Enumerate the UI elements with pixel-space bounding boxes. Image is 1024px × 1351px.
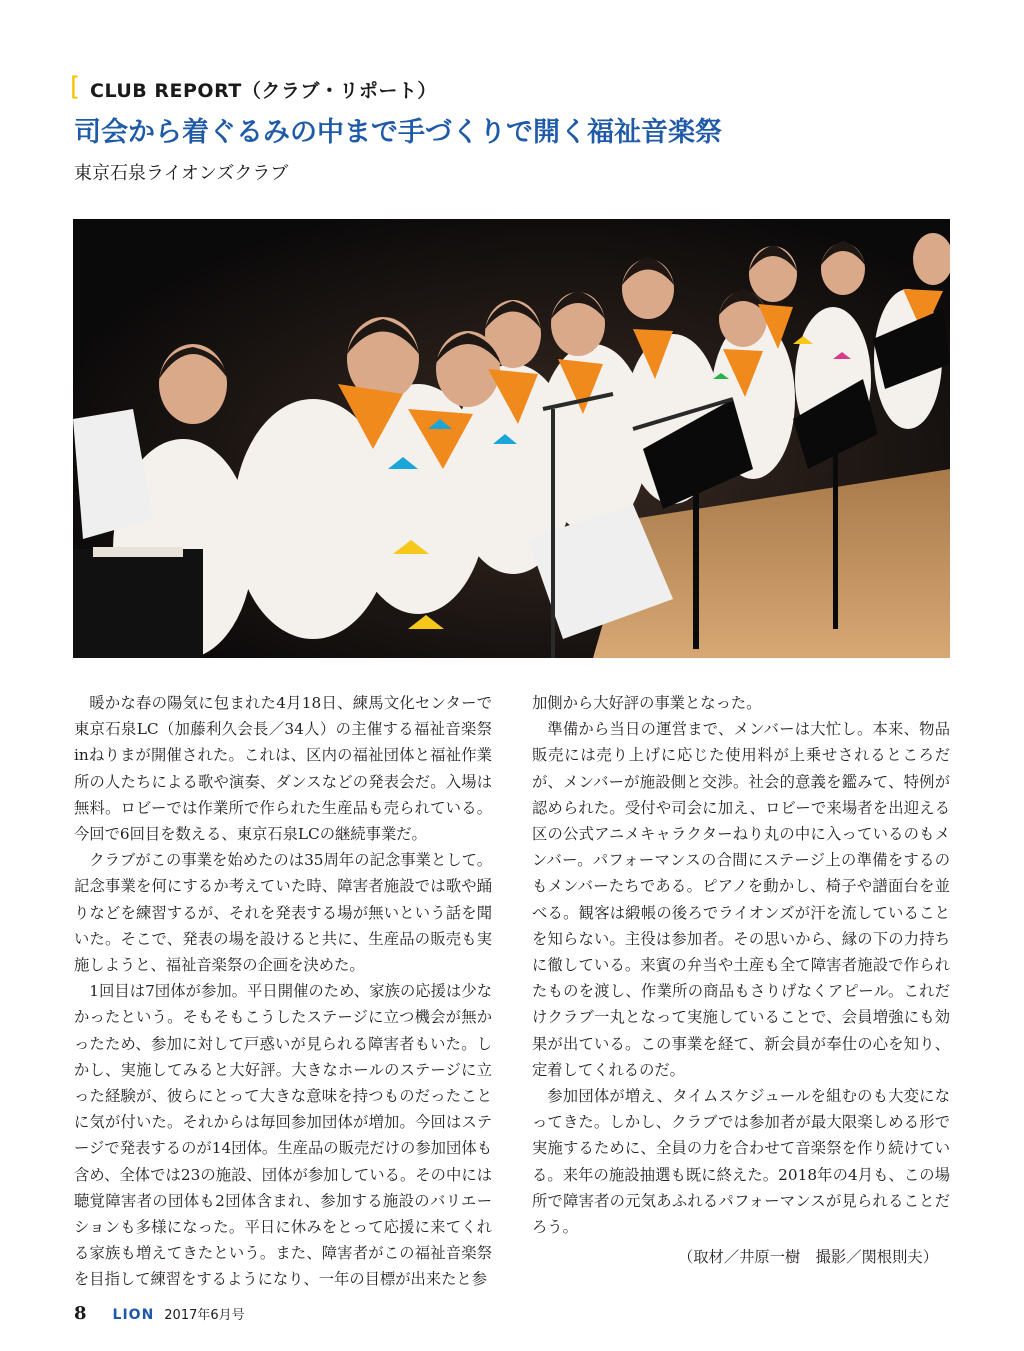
article-column-left xyxy=(74,690,492,1293)
club-name: 東京石泉ライオンズクラブ xyxy=(74,163,289,184)
article-paragraph: 参加団体が増え、タイムスケジュールを組むのも大変になってきた。しかし、クラブでは参加者が最大限楽しめる形で実施するために、全員の力を合わせて音楽祭を作り続けている。来年の施設抽選も既に終えた。2018年の4月も、この場所で障害者の元気あふれるパフォーマンスが見られることだろう。 xyxy=(532,1087,950,1237)
article-paragraph: 準備から当日の運営まで、メンバーは大忙し。本来、物品販売には売り上げに応じた使用料が上乗せされるところだが、メンバーが施設側と交渉。社会的意義を鑑みて、特例が認められた。受付や司会に加え、ロビーで来場者を出迎える区の公式アニメキャラクターねり丸の中に入っているのもメンバー。パフォーマンスの合間にステージ上の準備をするのもメンバーたちである。ピアノを動かし、椅子や譜面台を並べる。観客は緞帳の後ろでライオンズが汗を流していることを知らない。主役は参加者。その思いから、縁の下の力持ちに徹している。来賓の弁当や土産も全て障害者施設で作られたものを渡し、作業所の商品もさりげなくアピール。これだけクラブ一丸となって実施していることで、会員増強にも効果が出ている。この事業を経て、新会員が奉仕の心を知り、定着してくれるのだ。 xyxy=(532,720,950,1079)
article-photo xyxy=(73,219,950,658)
page-footer xyxy=(74,1303,245,1324)
section-label: CLUB REPORT（クラブ・リポート） xyxy=(90,80,437,102)
article-paragraph: 暖かな春の陽気に包まれた4月18日、練馬文化センターで東京石泉LC（加藤利久会長／34人）の主催する福祉音楽祭inねりまが開催された。これは、区内の福祉団体と福祉作業所の人たちによる歌や演奏、ダンスなどの発表会だ。入場は無料。ロビーでは作業所で作られた生産品も売られている。今回で6回目を数える、東京石泉LCの継続事業だ。 xyxy=(74,694,492,844)
handbell-performance-illustration xyxy=(73,219,950,658)
magazine-name: LION xyxy=(112,1307,155,1323)
article-column-right xyxy=(532,690,950,1270)
article-paragraph: クラブがこの事業を始めたのは35周年の記念事業として。記念事業を何にするか考えていた時、障害者施設では歌や踊りなどを練習するが、それを発表する場が無いという話を聞いた。そこで、発表の場を設けると共に、生産品の販売も実施しようと、福祉音楽祭の企画を決めた。 xyxy=(74,851,492,975)
article-paragraph: 1回目は7団体が参加。平日開催のため、家族の応援は少なかったという。そもそもこうしたステージに立つ機会が無かったため、参加に対して戸惑いが見られる障害者もいた。しかし、実施してみると大好評。大きなホールのステージに立った経験が、彼らにとって大きな意味を持つものだったことに気が付いた。それからは毎回参加団体が増加。今回はステージで発表するのが14団体。生産品の販売だけの参加団体も含め、全体では23の施設、団体が参加している。その中には聴覚障害者の団体も2団体含まれ、参加する施設のバリエーションも多様になった。平日に休みをとって応援に来てくれる家族も増えてきたという。また、障害者がこの福祉音楽祭を目指して練習をするようになり、一年の目標が出来たと参 xyxy=(74,982,492,1289)
page-number: 8 xyxy=(74,1303,87,1324)
issue-date: 2017年6月号 xyxy=(164,1308,245,1323)
section-bracket: [ xyxy=(70,72,81,102)
photo-credit: （取材／井原一樹 撮影／関根則夫） xyxy=(677,1248,938,1267)
article-headline: 司会から着ぐるみの中まで手づくりで開く福祉音楽祭 xyxy=(74,117,722,148)
article-paragraph-continued: 加側から大好評の事業となった。 xyxy=(532,694,762,712)
